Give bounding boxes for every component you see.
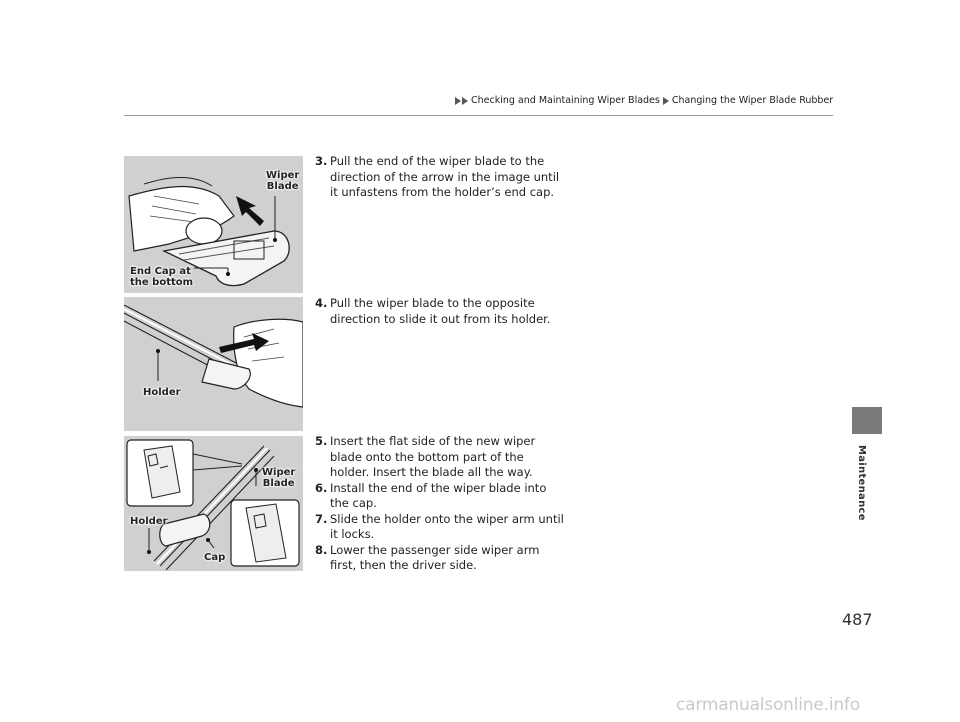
- step-number: 4.: [315, 296, 328, 310]
- callout-cap: Cap: [204, 552, 226, 563]
- step-text: Insert the flat side of the new wiper blade onto the bottom part of the holder. Insert the blade all the way.: [330, 434, 536, 479]
- step-item: [315, 543, 565, 574]
- figure-step-4: [124, 297, 303, 431]
- instruction-step-3: [315, 154, 565, 201]
- step-item: [315, 512, 565, 543]
- section-tab-marker: [852, 407, 882, 434]
- header-rule: [124, 115, 833, 116]
- step-number: 7.: [315, 511, 328, 526]
- breadcrumb-item-changing-rubber[interactable]: Changing the Wiper Blade Rubber: [671, 95, 834, 106]
- figure-step-5-8: [124, 436, 303, 571]
- step-text: Pull the end of the wiper blade to the direction of the arrow in the image until it unfastens from the holder’s end cap.: [330, 154, 560, 199]
- instruction-step-4: [315, 296, 565, 327]
- step-number: 8.: [315, 542, 328, 557]
- step-number: 6.: [315, 480, 328, 495]
- breadcrumb: [455, 95, 833, 106]
- section-tab-label[interactable]: Maintenance: [856, 445, 867, 521]
- step-number: 5.: [315, 434, 328, 448]
- step-item: [315, 481, 565, 512]
- page-number: 487: [842, 610, 873, 629]
- wiper-install-illustration: [124, 436, 303, 571]
- step-item: [315, 154, 565, 201]
- step-text: Lower the passenger side wiper arm first, then the driver side.: [330, 542, 540, 572]
- chevron-right-icon: [663, 97, 669, 105]
- callout-holder: Holder: [143, 387, 181, 398]
- chevron-right-icon: [455, 97, 461, 105]
- step-text: Install the end of the wiper blade into the cap.: [330, 480, 547, 510]
- wiper-holder-illustration: [124, 297, 303, 431]
- figure-step-3: [124, 156, 303, 293]
- step-item: [315, 434, 565, 481]
- watermark: carmanualsonline.info: [676, 695, 860, 715]
- breadcrumb-item-wiper-blades[interactable]: Checking and Maintaining Wiper Blades: [471, 95, 660, 106]
- callout-wiper-blade: Wiper Blade: [266, 170, 300, 192]
- step-number: 3.: [315, 154, 328, 168]
- step-item: [315, 296, 565, 327]
- callout-holder: Holder: [130, 516, 168, 527]
- step-text: Slide the holder onto the wiper arm until it locks.: [330, 511, 564, 541]
- chevron-right-icon: [462, 97, 468, 105]
- callout-end-cap: End Cap at the bottom: [130, 266, 194, 288]
- instruction-steps-5-8: [315, 434, 565, 574]
- callout-wiper-blade: Wiper Blade: [262, 467, 296, 489]
- step-text: Pull the wiper blade to the opposite direction to slide it out from its holder.: [330, 296, 551, 326]
